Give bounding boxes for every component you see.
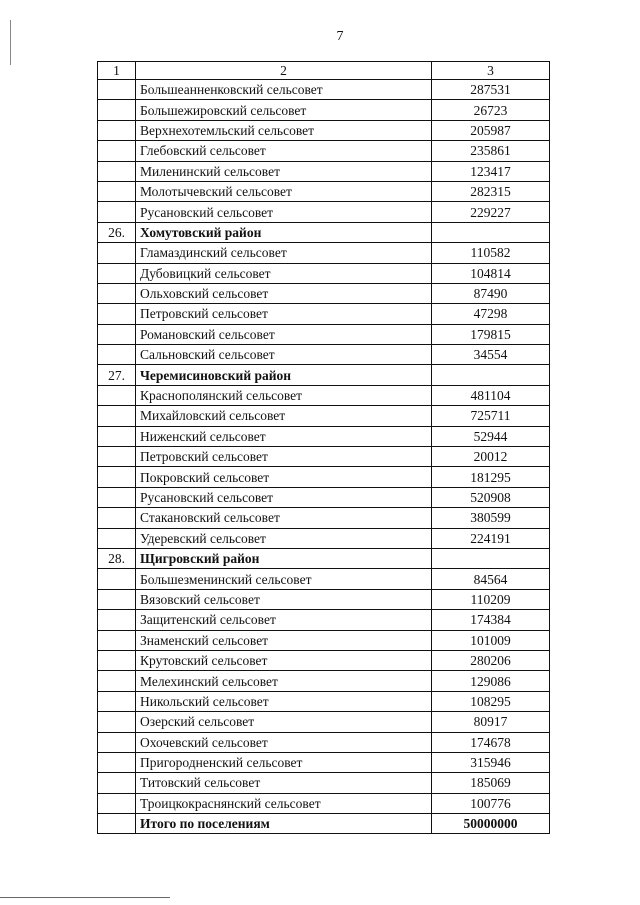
- row-value-cell: 50000000: [432, 814, 550, 834]
- row-value-cell: 129086: [432, 671, 550, 691]
- row-value-cell: [432, 548, 550, 568]
- row-value-cell: [432, 365, 550, 385]
- row-number-cell: [98, 732, 136, 752]
- row-value-cell: 185069: [432, 773, 550, 793]
- table-row: [98, 569, 550, 589]
- row-number-cell: [98, 324, 136, 344]
- row-value-cell: 224191: [432, 528, 550, 548]
- row-name-cell: Пригородненский сельсовет: [136, 752, 432, 772]
- table-row: [98, 181, 550, 201]
- row-number-cell: [98, 793, 136, 813]
- table-row: [98, 528, 550, 548]
- district-row: [98, 222, 550, 242]
- page-number: 7: [336, 29, 344, 44]
- table-row: [98, 385, 550, 405]
- row-value-cell: 26723: [432, 100, 550, 120]
- row-value-cell: 229227: [432, 202, 550, 222]
- row-name-cell: Дубовицкий сельсовет: [136, 263, 432, 283]
- table-row: [98, 487, 550, 507]
- row-number-cell: 28.: [98, 548, 136, 568]
- row-number-cell: [98, 712, 136, 732]
- footer-rule: [0, 897, 170, 898]
- row-number-cell: [98, 773, 136, 793]
- table-row: [98, 345, 550, 365]
- row-value-cell: 108295: [432, 691, 550, 711]
- table-row: [98, 732, 550, 752]
- row-name-cell: Титовский сельсовет: [136, 773, 432, 793]
- row-number-cell: [98, 569, 136, 589]
- row-number-cell: [98, 406, 136, 426]
- row-number-cell: [98, 671, 136, 691]
- row-number-cell: [98, 610, 136, 630]
- row-name-cell: Гламаздинский сельсовет: [136, 243, 432, 263]
- table-row: [98, 691, 550, 711]
- row-number-cell: [98, 141, 136, 161]
- table-row: [98, 752, 550, 772]
- table-row: [98, 141, 550, 161]
- row-name-cell: Большежировский сельсовет: [136, 100, 432, 120]
- row-value-cell: 101009: [432, 630, 550, 650]
- row-name-cell: Верхнехотемльский сельсовет: [136, 120, 432, 140]
- row-name-cell: Щигровский район: [136, 548, 432, 568]
- row-value-cell: 100776: [432, 793, 550, 813]
- table-row: [98, 467, 550, 487]
- row-name-cell: Черемисиновский район: [136, 365, 432, 385]
- row-number-cell: [98, 161, 136, 181]
- table-row: [98, 100, 550, 120]
- row-name-cell: Михайловский сельсовет: [136, 406, 432, 426]
- row-number-cell: [98, 385, 136, 405]
- row-value-cell: [432, 222, 550, 242]
- row-value-cell: 123417: [432, 161, 550, 181]
- table-header-row: [98, 62, 550, 80]
- table-row: [98, 202, 550, 222]
- row-value-cell: 282315: [432, 181, 550, 201]
- row-value-cell: 287531: [432, 80, 550, 100]
- row-name-cell: Мелехинский сельсовет: [136, 671, 432, 691]
- row-name-cell: Петровский сельсовет: [136, 447, 432, 467]
- row-name-cell: Большезменинский сельсовет: [136, 569, 432, 589]
- table-row: [98, 324, 550, 344]
- header-col-2: 2: [136, 62, 432, 80]
- row-value-cell: 380599: [432, 508, 550, 528]
- row-number-cell: [98, 283, 136, 303]
- table-row: [98, 161, 550, 181]
- row-name-cell: Глебовский сельсовет: [136, 141, 432, 161]
- margin-mark: [10, 20, 11, 65]
- row-value-cell: 174384: [432, 610, 550, 630]
- table-row: [98, 120, 550, 140]
- row-number-cell: [98, 120, 136, 140]
- row-name-cell: Знаменский сельсовет: [136, 630, 432, 650]
- row-name-cell: Петровский сельсовет: [136, 304, 432, 324]
- row-value-cell: 315946: [432, 752, 550, 772]
- table-row: [98, 610, 550, 630]
- row-name-cell: Романовский сельсовет: [136, 324, 432, 344]
- total-row: [98, 814, 550, 834]
- row-number-cell: [98, 650, 136, 670]
- row-number-cell: [98, 814, 136, 834]
- row-value-cell: 34554: [432, 345, 550, 365]
- row-number-cell: [98, 345, 136, 365]
- row-name-cell: Удеревский сельсовет: [136, 528, 432, 548]
- row-number-cell: 26.: [98, 222, 136, 242]
- row-number-cell: [98, 263, 136, 283]
- row-value-cell: 84564: [432, 569, 550, 589]
- district-row: [98, 548, 550, 568]
- row-value-cell: 181295: [432, 467, 550, 487]
- row-value-cell: 481104: [432, 385, 550, 405]
- row-number-cell: [98, 752, 136, 772]
- row-name-cell: Вязовский сельсовет: [136, 589, 432, 609]
- table-row: [98, 773, 550, 793]
- row-value-cell: 104814: [432, 263, 550, 283]
- table-row: [98, 406, 550, 426]
- row-name-cell: Троицкокраснянский сельсовет: [136, 793, 432, 813]
- row-number-cell: [98, 589, 136, 609]
- row-value-cell: 110582: [432, 243, 550, 263]
- row-name-cell: Молотычевский сельсовет: [136, 181, 432, 201]
- table-row: [98, 283, 550, 303]
- row-name-cell: Ольховский сельсовет: [136, 283, 432, 303]
- row-number-cell: [98, 80, 136, 100]
- row-name-cell: Краснополянский сельсовет: [136, 385, 432, 405]
- row-number-cell: [98, 630, 136, 650]
- header-col-3: 3: [432, 62, 550, 80]
- row-number-cell: [98, 528, 136, 548]
- row-name-cell: Русановский сельсовет: [136, 487, 432, 507]
- row-number-cell: [98, 467, 136, 487]
- row-name-cell: Миленинский сельсовет: [136, 161, 432, 181]
- row-name-cell: Защитенский сельсовет: [136, 610, 432, 630]
- row-number-cell: [98, 100, 136, 120]
- row-value-cell: 235861: [432, 141, 550, 161]
- row-name-cell: Итого по поселениям: [136, 814, 432, 834]
- row-name-cell: Покровский сельсовет: [136, 467, 432, 487]
- row-number-cell: [98, 243, 136, 263]
- row-name-cell: Большеанненковский сельсовет: [136, 80, 432, 100]
- table-row: [98, 426, 550, 446]
- table-row: [98, 712, 550, 732]
- row-name-cell: Озерский сельсовет: [136, 712, 432, 732]
- row-value-cell: 205987: [432, 120, 550, 140]
- district-row: [98, 365, 550, 385]
- row-number-cell: [98, 181, 136, 201]
- table-row: [98, 630, 550, 650]
- row-value-cell: 520908: [432, 487, 550, 507]
- row-value-cell: 52944: [432, 426, 550, 446]
- row-value-cell: 47298: [432, 304, 550, 324]
- table-row: [98, 304, 550, 324]
- table-row: [98, 793, 550, 813]
- row-name-cell: Русановский сельсовет: [136, 202, 432, 222]
- table-row: [98, 650, 550, 670]
- table-row: [98, 589, 550, 609]
- row-name-cell: Охочевский сельсовет: [136, 732, 432, 752]
- row-name-cell: Хомутовский район: [136, 222, 432, 242]
- row-value-cell: 110209: [432, 589, 550, 609]
- row-number-cell: [98, 691, 136, 711]
- row-value-cell: 179815: [432, 324, 550, 344]
- table-row: [98, 263, 550, 283]
- row-number-cell: [98, 202, 136, 222]
- row-name-cell: Сальновский сельсовет: [136, 345, 432, 365]
- row-number-cell: [98, 447, 136, 467]
- row-name-cell: Ниженский сельсовет: [136, 426, 432, 446]
- row-value-cell: 725711: [432, 406, 550, 426]
- table-row: [98, 671, 550, 691]
- row-number-cell: [98, 487, 136, 507]
- row-name-cell: Крутовский сельсовет: [136, 650, 432, 670]
- row-number-cell: [98, 426, 136, 446]
- allocation-table: [97, 61, 550, 834]
- table-row: [98, 243, 550, 263]
- table-row: [98, 447, 550, 467]
- table-row: [98, 508, 550, 528]
- table-row: [98, 80, 550, 100]
- row-value-cell: 280206: [432, 650, 550, 670]
- row-value-cell: 80917: [432, 712, 550, 732]
- row-name-cell: Стакановский сельсовет: [136, 508, 432, 528]
- row-name-cell: Никольский сельсовет: [136, 691, 432, 711]
- row-value-cell: 20012: [432, 447, 550, 467]
- header-col-1: 1: [98, 62, 136, 80]
- row-value-cell: 174678: [432, 732, 550, 752]
- row-number-cell: [98, 304, 136, 324]
- row-value-cell: 87490: [432, 283, 550, 303]
- row-number-cell: 27.: [98, 365, 136, 385]
- row-number-cell: [98, 508, 136, 528]
